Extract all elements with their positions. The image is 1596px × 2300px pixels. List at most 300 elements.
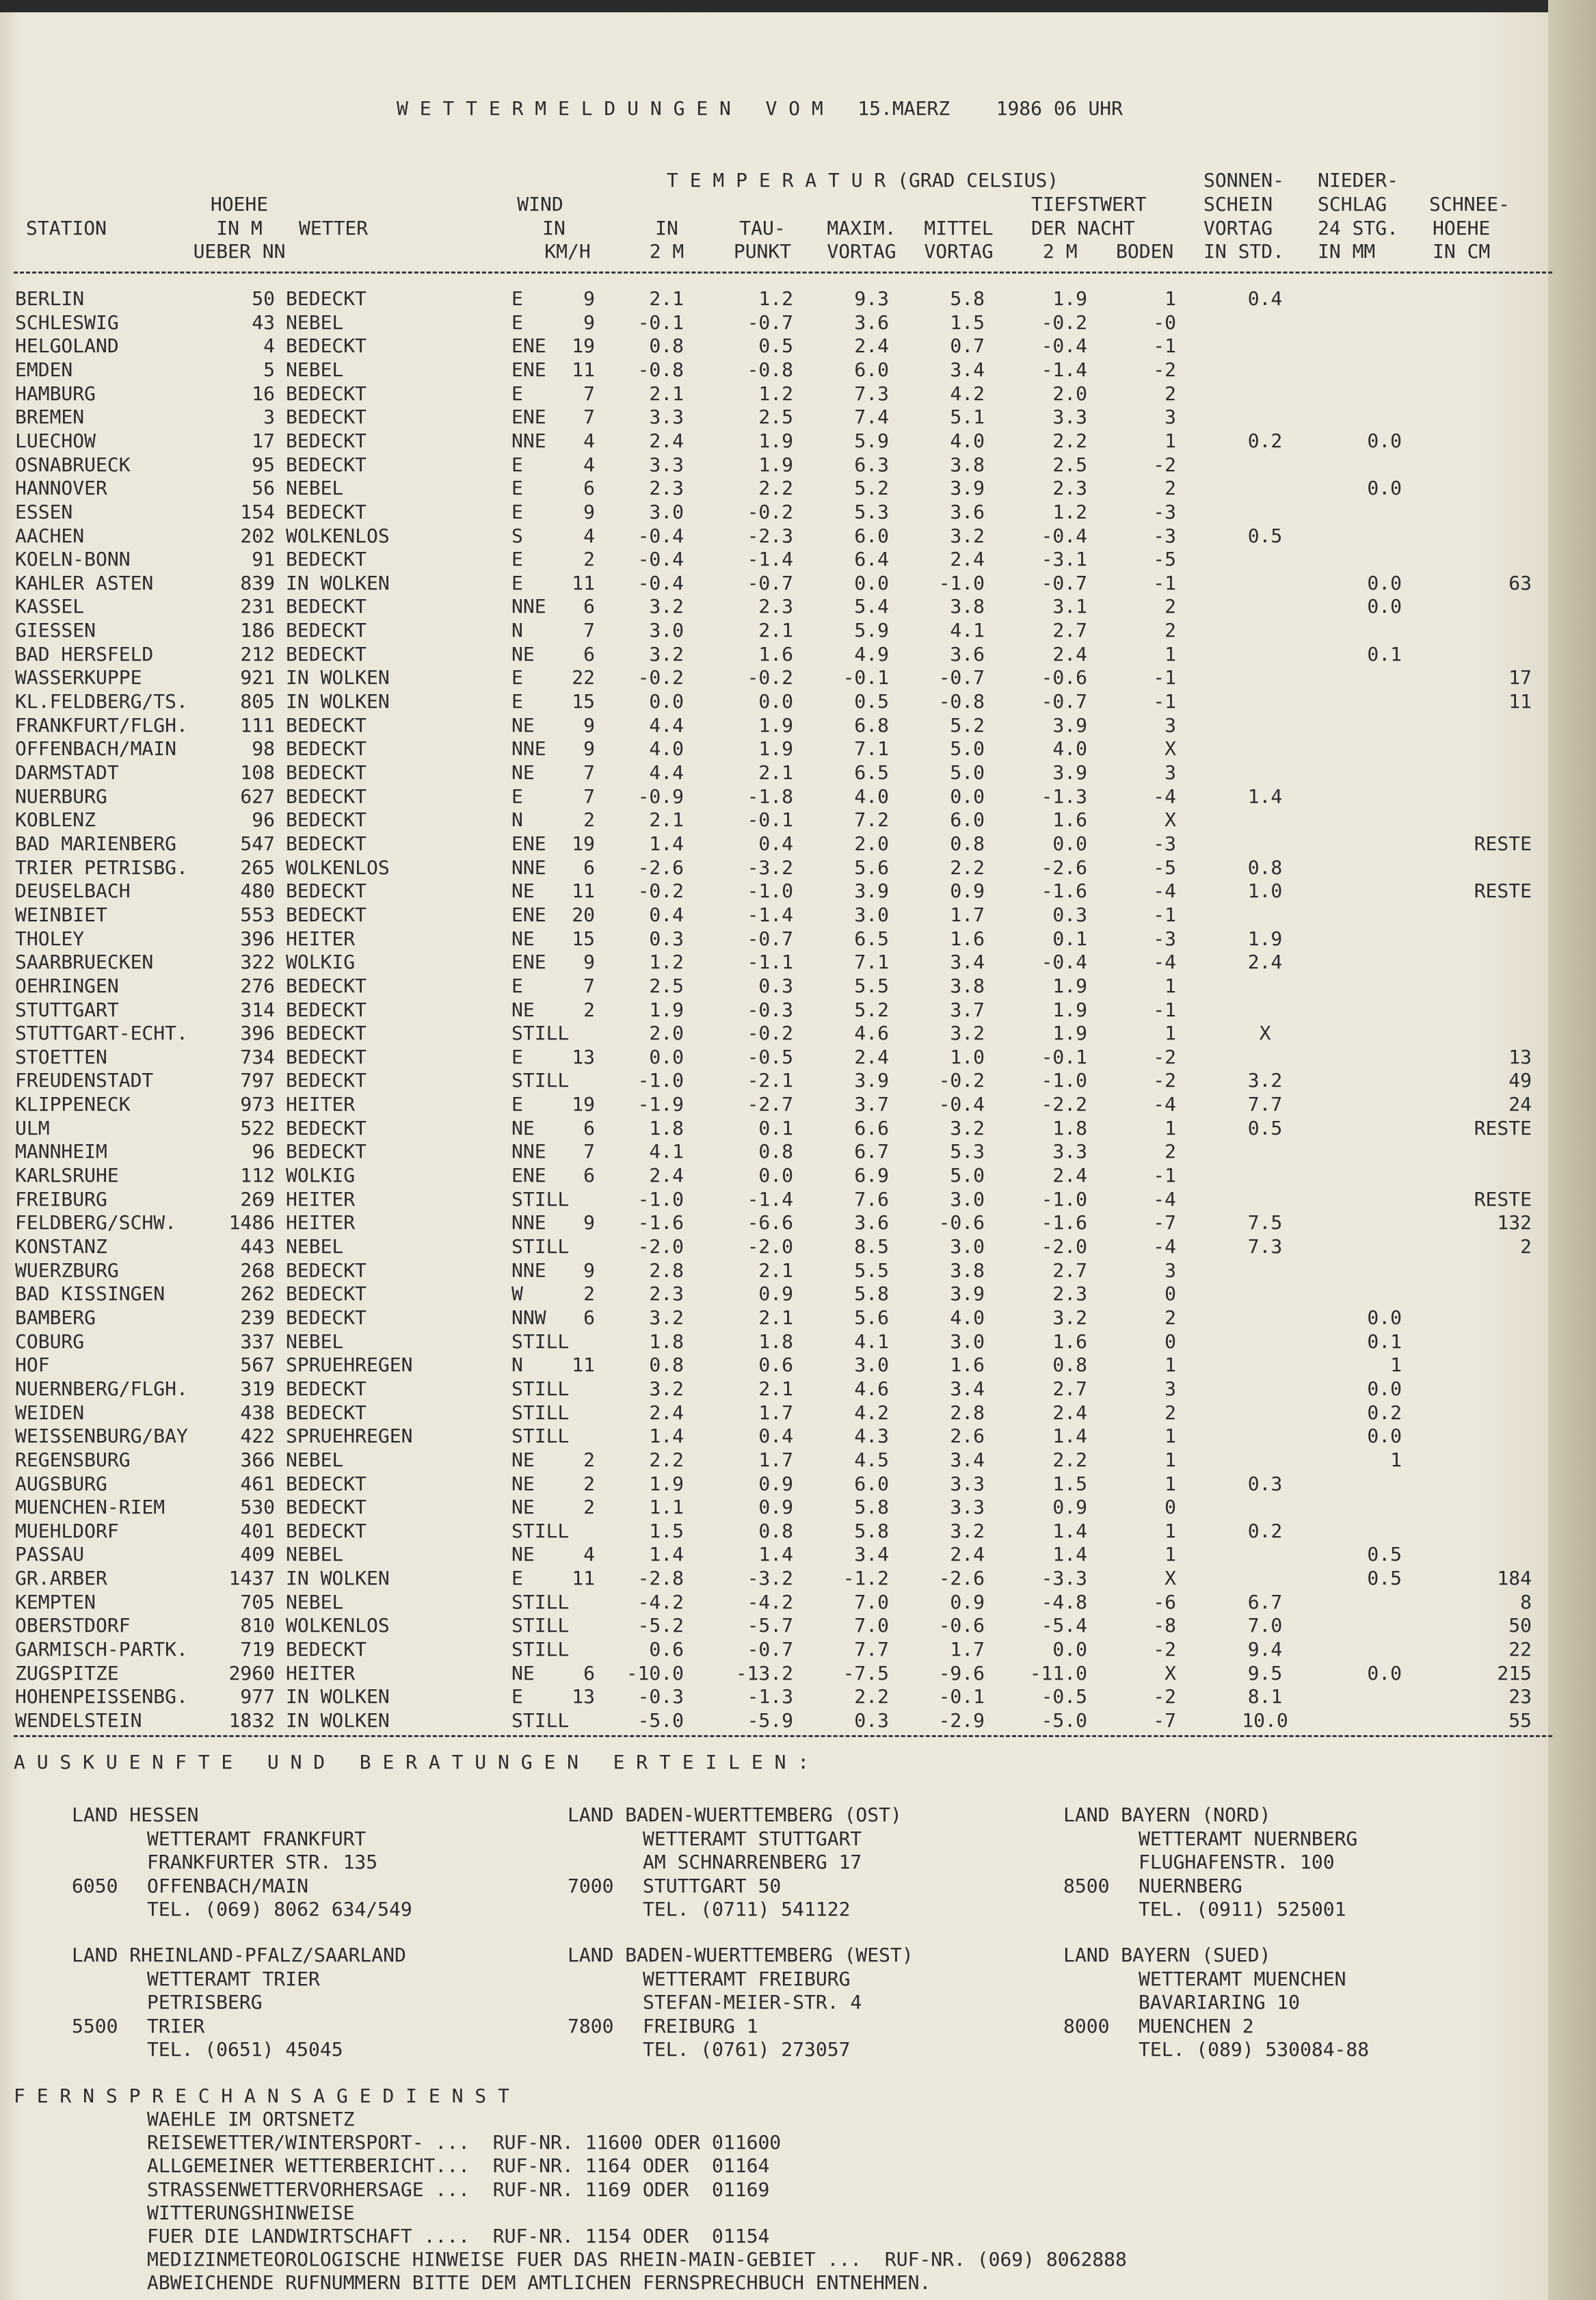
cell-tiefst-2m: -0.1 bbox=[1041, 1045, 1087, 1068]
cell-wetter: BEDECKT bbox=[286, 1638, 367, 1661]
cell-mittel: 5.0 bbox=[950, 761, 985, 784]
cell-temp-2m: -2.8 bbox=[637, 1567, 684, 1590]
cell-mittel: 3.8 bbox=[950, 1258, 985, 1282]
cell-mittel: 6.0 bbox=[950, 808, 985, 832]
cell-tiefst-boden: 0 bbox=[1165, 1330, 1176, 1353]
cell-maxim: 2.4 bbox=[854, 334, 889, 358]
cell-station: FELDBERG/SCHW. bbox=[15, 1211, 177, 1234]
table-row bbox=[0, 548, 1596, 572]
cell-mittel: 3.9 bbox=[950, 1282, 985, 1306]
cell-tiefst-2m: -1.6 bbox=[1041, 880, 1087, 903]
cell-wind-dir: E bbox=[511, 571, 523, 594]
cell-wind-speed: 6 bbox=[583, 1116, 595, 1139]
cell-hoehe: 409 bbox=[240, 1543, 275, 1566]
cell-temp-2m: 2.5 bbox=[649, 974, 684, 997]
cell-station: ZUGSPITZE bbox=[15, 1661, 119, 1684]
cell-wetter: BEDECKT bbox=[286, 1258, 367, 1282]
cell-maxim: 3.4 bbox=[854, 1543, 889, 1566]
cell-taupunkt: -3.2 bbox=[747, 856, 793, 879]
header-tiefstwert-4: BODEN bbox=[1116, 240, 1174, 263]
address-phone: TEL. (0761) 273057 bbox=[643, 2038, 851, 2061]
fernsprech-line: WAEHLE IM ORTSNETZ bbox=[147, 2108, 355, 2130]
cell-wind-dir: ENE bbox=[511, 1164, 546, 1187]
cell-station: KASSEL bbox=[15, 595, 85, 618]
cell-maxim: 5.6 bbox=[854, 856, 889, 879]
cell-taupunkt: -0.2 bbox=[747, 1022, 793, 1045]
cell-wind-speed: 7 bbox=[583, 406, 595, 429]
cell-wind-speed: 6 bbox=[583, 1661, 595, 1684]
cell-schneehoehe: 50 bbox=[1508, 1614, 1532, 1637]
cell-tiefst-2m: 1.4 bbox=[1052, 1425, 1087, 1448]
cell-mittel: 3.0 bbox=[950, 1235, 985, 1258]
cell-wind-dir: N bbox=[511, 1353, 523, 1377]
cell-taupunkt: 0.4 bbox=[758, 1425, 793, 1448]
cell-tiefst-2m: 0.0 bbox=[1052, 1638, 1087, 1661]
cell-taupunkt: 1.9 bbox=[758, 453, 793, 476]
cell-tiefst-boden: -1 bbox=[1153, 903, 1176, 926]
cell-sonnenschein: 9.4 bbox=[1247, 1638, 1283, 1661]
fernsprech-line: WITTERUNGSHINWEISE bbox=[147, 2201, 355, 2224]
table-row bbox=[0, 1567, 1596, 1591]
cell-wind-speed: 15 bbox=[572, 927, 595, 950]
cell-tiefst-boden: -3 bbox=[1153, 832, 1176, 855]
cell-temp-2m: -10.0 bbox=[626, 1661, 684, 1684]
cell-station: STUTTGART-ECHT. bbox=[15, 1022, 188, 1045]
cell-wind-dir: E bbox=[511, 548, 523, 571]
address-street: AM SCHNARRENBERG 17 bbox=[643, 1851, 862, 1873]
cell-mittel: -1.0 bbox=[938, 571, 985, 594]
cell-hoehe: 396 bbox=[240, 927, 275, 950]
cell-wind-speed: 4 bbox=[583, 453, 595, 476]
cell-maxim: 3.6 bbox=[854, 1211, 889, 1234]
address-street: FRANKFURTER STR. 135 bbox=[147, 1851, 378, 1873]
cell-taupunkt: -5.7 bbox=[747, 1614, 793, 1637]
cell-station: MANNHEIM bbox=[15, 1140, 107, 1163]
address-land: LAND BADEN-WUERTTEMBERG (OST) bbox=[568, 1803, 902, 1826]
cell-tiefst-2m: 2.7 bbox=[1052, 1377, 1087, 1400]
cell-maxim: 5.4 bbox=[854, 595, 889, 618]
cell-mittel: 3.3 bbox=[950, 1472, 985, 1495]
cell-maxim: 7.2 bbox=[854, 808, 889, 832]
cell-hoehe: 56 bbox=[252, 477, 275, 500]
cell-tiefst-boden: 2 bbox=[1165, 619, 1176, 642]
table-row bbox=[0, 666, 1596, 690]
table-row bbox=[0, 1543, 1596, 1567]
cell-hoehe: 553 bbox=[240, 903, 275, 926]
cell-taupunkt: -1.4 bbox=[747, 548, 793, 571]
cell-wetter: IN WOLKEN bbox=[286, 1709, 390, 1732]
cell-taupunkt: -0.7 bbox=[747, 1638, 793, 1661]
cell-mittel: 3.8 bbox=[950, 453, 985, 476]
cell-hoehe: 212 bbox=[240, 642, 275, 665]
cell-tiefst-boden: X bbox=[1165, 1567, 1176, 1590]
cell-tiefst-boden: -2 bbox=[1153, 453, 1176, 476]
cell-station: GIESSEN bbox=[15, 619, 96, 642]
cell-tiefst-2m: -1.0 bbox=[1041, 1187, 1087, 1211]
cell-temp-2m: 4.4 bbox=[649, 713, 684, 737]
cell-mittel: 0.9 bbox=[950, 880, 985, 903]
cell-wind-speed: 13 bbox=[572, 1685, 595, 1708]
cell-tiefst-2m: 0.0 bbox=[1052, 832, 1087, 855]
cell-station: WENDELSTEIN bbox=[15, 1709, 142, 1732]
cell-maxim: 0.0 bbox=[854, 571, 889, 594]
cell-tiefst-boden: 2 bbox=[1165, 1401, 1176, 1424]
cell-tiefst-boden: 1 bbox=[1165, 1425, 1176, 1448]
cell-tiefst-2m: 1.2 bbox=[1052, 500, 1087, 523]
cell-wetter: IN WOLKEN bbox=[286, 690, 390, 713]
cell-hoehe: 805 bbox=[240, 690, 275, 713]
cell-wind-speed: 4 bbox=[583, 1543, 595, 1566]
cell-temp-2m: 1.8 bbox=[649, 1330, 684, 1353]
cell-station: BAD HERSFELD bbox=[15, 642, 154, 665]
table-row bbox=[0, 477, 1596, 501]
cell-taupunkt: 0.5 bbox=[758, 334, 793, 358]
header-wind-2: IN bbox=[542, 217, 566, 239]
cell-temp-2m: 3.2 bbox=[649, 642, 684, 665]
cell-temp-2m: -2.6 bbox=[637, 856, 684, 879]
cell-tiefst-boden: 1 bbox=[1165, 1472, 1176, 1495]
cell-taupunkt: -2.0 bbox=[747, 1235, 793, 1258]
table-row bbox=[0, 1614, 1596, 1638]
header-hoehe-2: IN M bbox=[216, 217, 263, 239]
cell-station: HANNOVER bbox=[15, 477, 107, 500]
cell-tiefst-boden: X bbox=[1165, 1661, 1176, 1684]
cell-taupunkt: 0.9 bbox=[758, 1472, 793, 1495]
cell-taupunkt: 0.8 bbox=[758, 1519, 793, 1542]
cell-wind-dir: E bbox=[511, 310, 523, 334]
cell-station: HELGOLAND bbox=[15, 334, 119, 358]
cell-temp-2m: 2.8 bbox=[649, 1258, 684, 1282]
address-postcode: 8000 bbox=[1063, 2014, 1110, 2037]
cell-wind-dir: NE bbox=[511, 1543, 535, 1566]
cell-taupunkt: 1.8 bbox=[758, 1330, 793, 1353]
cell-taupunkt: -0.2 bbox=[747, 500, 793, 523]
cell-wind-dir: E bbox=[511, 1685, 523, 1708]
cell-tiefst-2m: -3.3 bbox=[1041, 1567, 1087, 1590]
cell-temp-2m: -4.2 bbox=[637, 1590, 684, 1613]
cell-sonnenschein: 0.4 bbox=[1247, 287, 1283, 310]
cell-mittel: 1.7 bbox=[950, 903, 985, 926]
cell-niederschlag: 0.0 bbox=[1367, 1661, 1402, 1684]
cell-taupunkt: -0.7 bbox=[747, 310, 793, 334]
cell-mittel: 0.0 bbox=[950, 784, 985, 808]
table-row bbox=[0, 1046, 1596, 1070]
header-sonnen-3: VORTAG bbox=[1203, 217, 1273, 239]
cell-hoehe: 186 bbox=[240, 619, 275, 642]
cell-schneehoehe: 23 bbox=[1508, 1685, 1532, 1708]
cell-taupunkt: 1.7 bbox=[758, 1448, 793, 1471]
cell-tiefst-2m: 1.9 bbox=[1052, 998, 1087, 1021]
cell-tiefst-2m: -1.6 bbox=[1041, 1211, 1087, 1234]
header-nieder-3: 24 STG. bbox=[1318, 217, 1399, 239]
cell-sonnenschein: 0.2 bbox=[1247, 429, 1283, 452]
cell-mittel: -9.6 bbox=[938, 1661, 985, 1684]
cell-tiefst-2m: 3.2 bbox=[1052, 1306, 1087, 1329]
table-row bbox=[0, 1282, 1596, 1306]
cell-wind-dir: E bbox=[511, 287, 523, 310]
cell-station: BAD KISSINGEN bbox=[15, 1282, 165, 1306]
cell-tiefst-2m: -1.4 bbox=[1041, 358, 1087, 381]
address-city: STUTTGART 50 bbox=[643, 1874, 782, 1897]
cell-tiefst-boden: 2 bbox=[1165, 595, 1176, 618]
cell-wind-dir: STILL bbox=[511, 1590, 570, 1613]
cell-tiefst-2m: 3.9 bbox=[1052, 713, 1087, 737]
cell-tiefst-2m: 2.3 bbox=[1052, 477, 1087, 500]
cell-sonnenschein: 0.3 bbox=[1247, 1472, 1283, 1495]
cell-niederschlag: 1 bbox=[1390, 1353, 1402, 1377]
cell-tiefst-2m: 0.8 bbox=[1052, 1353, 1087, 1377]
cell-wind-speed: 9 bbox=[583, 737, 595, 761]
cell-temp-2m: 0.8 bbox=[649, 334, 684, 358]
cell-tiefst-2m: 1.5 bbox=[1052, 1472, 1087, 1495]
cell-wind-dir: STILL bbox=[511, 1377, 570, 1400]
cell-station: NUERBURG bbox=[15, 784, 107, 808]
cell-maxim: 4.0 bbox=[854, 784, 889, 808]
address-postcode: 5500 bbox=[72, 2014, 118, 2037]
cell-station: SAARBRUECKEN bbox=[15, 951, 154, 974]
address-phone: TEL. (0711) 541122 bbox=[643, 1898, 851, 1920]
cell-wetter: BEDECKT bbox=[286, 334, 367, 358]
cell-niederschlag: 0.5 bbox=[1367, 1543, 1402, 1566]
table-row bbox=[0, 714, 1596, 738]
cell-taupunkt: 2.2 bbox=[758, 477, 793, 500]
cell-maxim: 0.5 bbox=[854, 690, 889, 713]
cell-wind-speed: 2 bbox=[583, 1282, 595, 1306]
cell-tiefst-boden: -5 bbox=[1153, 548, 1176, 571]
cell-wetter: WOLKIG bbox=[286, 951, 356, 974]
cell-tiefst-boden: 0 bbox=[1165, 1496, 1176, 1519]
cell-wind-speed: 7 bbox=[583, 619, 595, 642]
cell-hoehe: 98 bbox=[252, 737, 275, 761]
cell-mittel: 4.0 bbox=[950, 1306, 985, 1329]
address-land: LAND BAYERN (SUED) bbox=[1063, 1944, 1271, 1966]
cell-sonnenschein: 7.7 bbox=[1247, 1093, 1283, 1116]
cell-wetter: IN WOLKEN bbox=[286, 1685, 390, 1708]
cell-maxim: 4.6 bbox=[854, 1377, 889, 1400]
table-row bbox=[0, 1709, 1596, 1733]
cell-schneehoehe: RESTE bbox=[1474, 1116, 1532, 1139]
cell-sonnenschein: 7.5 bbox=[1247, 1211, 1283, 1234]
cell-taupunkt: 0.9 bbox=[758, 1496, 793, 1519]
cell-niederschlag: 0.1 bbox=[1367, 1330, 1402, 1353]
cell-tiefst-2m: 0.1 bbox=[1052, 927, 1087, 950]
cell-mittel: 1.0 bbox=[950, 1045, 985, 1068]
cell-temp-2m: -0.9 bbox=[637, 784, 684, 808]
cell-hoehe: 366 bbox=[240, 1448, 275, 1471]
cell-tiefst-boden: -7 bbox=[1153, 1211, 1176, 1234]
cell-taupunkt: 1.2 bbox=[758, 382, 793, 405]
header-wetter: WETTER bbox=[299, 217, 369, 239]
cell-station: MUEHLDORF bbox=[15, 1519, 119, 1542]
cell-mittel: 2.8 bbox=[950, 1401, 985, 1424]
cell-tiefst-boden: -2 bbox=[1153, 1069, 1176, 1092]
cell-tiefst-2m: -0.4 bbox=[1041, 951, 1087, 974]
cell-station: THOLEY bbox=[15, 927, 85, 950]
cell-taupunkt: 0.0 bbox=[758, 690, 793, 713]
table-row bbox=[0, 1140, 1596, 1164]
header-mittel-2: VORTAG bbox=[924, 240, 994, 263]
cell-maxim: 3.0 bbox=[854, 903, 889, 926]
cell-sonnenschein: 1.0 bbox=[1247, 880, 1283, 903]
cell-hoehe: 705 bbox=[240, 1590, 275, 1613]
table-row bbox=[0, 903, 1596, 927]
cell-temp-2m: 2.4 bbox=[649, 1164, 684, 1187]
cell-schneehoehe: 24 bbox=[1508, 1093, 1532, 1116]
cell-wind-dir: ENE bbox=[511, 358, 546, 381]
cell-niederschlag: 0.5 bbox=[1367, 1567, 1402, 1590]
cell-schneehoehe: RESTE bbox=[1474, 1187, 1532, 1211]
cell-mittel: 5.8 bbox=[950, 287, 985, 310]
cell-niederschlag: 0.0 bbox=[1367, 477, 1402, 500]
table-row bbox=[0, 832, 1596, 856]
cell-hoehe: 530 bbox=[240, 1496, 275, 1519]
cell-maxim: 3.9 bbox=[854, 1069, 889, 1092]
cell-wetter: BEDECKT bbox=[286, 1306, 367, 1329]
cell-taupunkt: 2.1 bbox=[758, 619, 793, 642]
cell-wind-dir: NE bbox=[511, 642, 535, 665]
cell-wind-dir: E bbox=[511, 1567, 523, 1590]
cell-hoehe: 322 bbox=[240, 951, 275, 974]
fernsprech-line: REISEWETTER/WINTERSPORT- ... RUF-NR. 11600 ODER 011600 bbox=[147, 2131, 782, 2154]
cell-station: AACHEN bbox=[15, 524, 85, 547]
cell-hoehe: 50 bbox=[252, 287, 275, 310]
cell-wind-speed: 7 bbox=[583, 784, 595, 808]
cell-tiefst-boden: -1 bbox=[1153, 998, 1176, 1021]
cell-schneehoehe: 184 bbox=[1497, 1567, 1532, 1590]
cell-tiefst-boden: -4 bbox=[1153, 1235, 1176, 1258]
cell-wind-speed: 11 bbox=[572, 880, 595, 903]
header-maxim-2: VORTAG bbox=[827, 240, 896, 263]
fernsprech-line: FUER DIE LANDWIRTSCHAFT .... RUF-NR. 1154 ODER 01154 bbox=[147, 2225, 770, 2247]
cell-wind-dir: E bbox=[511, 1045, 523, 1068]
cell-schneehoehe: RESTE bbox=[1474, 832, 1532, 855]
cell-taupunkt: 1.7 bbox=[758, 1401, 793, 1424]
cell-wetter: NEBEL bbox=[286, 1448, 344, 1471]
header-station: STATION bbox=[26, 217, 107, 239]
cell-wind-dir: STILL bbox=[511, 1519, 570, 1542]
cell-niederschlag: 0.0 bbox=[1367, 1425, 1402, 1448]
cell-wetter: BEDECKT bbox=[286, 1022, 367, 1045]
cell-maxim: 3.6 bbox=[854, 310, 889, 334]
cell-taupunkt: 0.8 bbox=[758, 1140, 793, 1163]
cell-tiefst-2m: 1.4 bbox=[1052, 1543, 1087, 1566]
cell-tiefst-boden: -1 bbox=[1153, 666, 1176, 689]
cell-hoehe: 2960 bbox=[228, 1661, 275, 1684]
table-row bbox=[0, 737, 1596, 761]
cell-wind-dir: ENE bbox=[511, 832, 546, 855]
cell-wetter: IN WOLKEN bbox=[286, 666, 390, 689]
cell-maxim: 7.6 bbox=[854, 1187, 889, 1211]
cell-temp-2m: -1.0 bbox=[637, 1069, 684, 1092]
cell-wetter: HEITER bbox=[286, 1093, 356, 1116]
cell-wetter: BEDECKT bbox=[286, 832, 367, 855]
cell-wind-speed: 4 bbox=[583, 524, 595, 547]
cell-hoehe: 91 bbox=[252, 548, 275, 571]
cell-temp-2m: 4.0 bbox=[649, 737, 684, 761]
cell-wind-dir: E bbox=[511, 690, 523, 713]
cell-niederschlag: 0.2 bbox=[1367, 1401, 1402, 1424]
address-street: PETRISBERG bbox=[147, 1991, 263, 2013]
cell-wind-speed: 11 bbox=[572, 571, 595, 594]
cell-tiefst-boden: -7 bbox=[1153, 1709, 1176, 1732]
cell-tiefst-boden: -1 bbox=[1153, 1164, 1176, 1187]
header-hoehe-3: UEBER NN bbox=[193, 240, 286, 263]
cell-temp-2m: 1.2 bbox=[649, 951, 684, 974]
cell-mittel: 1.6 bbox=[950, 927, 985, 950]
cell-wind-speed: 7 bbox=[583, 382, 595, 405]
cell-wetter: BEDECKT bbox=[286, 974, 367, 997]
address-land: LAND BADEN-WUERTTEMBERG (WEST) bbox=[568, 1944, 914, 1966]
cell-tiefst-boden: -1 bbox=[1153, 334, 1176, 358]
cell-wind-dir: NE bbox=[511, 927, 535, 950]
table-row bbox=[0, 1259, 1596, 1283]
cell-maxim: 7.1 bbox=[854, 951, 889, 974]
cell-mittel: 3.6 bbox=[950, 500, 985, 523]
cell-taupunkt: -0.2 bbox=[747, 666, 793, 689]
cell-mittel: -2.6 bbox=[938, 1567, 985, 1590]
cell-wetter: BEDECKT bbox=[286, 500, 367, 523]
cell-maxim: 2.0 bbox=[854, 832, 889, 855]
table-row bbox=[0, 572, 1596, 596]
cell-niederschlag: 0.0 bbox=[1367, 595, 1402, 618]
cell-hoehe: 43 bbox=[252, 310, 275, 334]
cell-wind-speed: 2 bbox=[583, 1496, 595, 1519]
cell-taupunkt: 0.9 bbox=[758, 1282, 793, 1306]
cell-temp-2m: 2.4 bbox=[649, 429, 684, 452]
cell-hoehe: 111 bbox=[240, 713, 275, 737]
cell-hoehe: 337 bbox=[240, 1330, 275, 1353]
table-row bbox=[0, 1496, 1596, 1520]
cell-tiefst-boden: -0 bbox=[1153, 310, 1176, 334]
cell-wind-speed: 2 bbox=[583, 998, 595, 1021]
cell-temp-2m: 3.3 bbox=[649, 453, 684, 476]
cell-wind-speed: 7 bbox=[583, 761, 595, 784]
cell-wind-dir: STILL bbox=[511, 1709, 570, 1732]
cell-station: KOBLENZ bbox=[15, 808, 96, 832]
cell-temp-2m: 1.9 bbox=[649, 1472, 684, 1495]
table-row bbox=[0, 1069, 1596, 1093]
cell-station: COBURG bbox=[15, 1330, 85, 1353]
cell-temp-2m: 4.4 bbox=[649, 761, 684, 784]
cell-wind-speed: 6 bbox=[583, 856, 595, 879]
cell-tiefst-boden: 1 bbox=[1165, 429, 1176, 452]
cell-tiefst-2m: 4.0 bbox=[1052, 737, 1087, 761]
cell-wind-dir: S bbox=[511, 524, 523, 547]
cell-wind-dir: N bbox=[511, 619, 523, 642]
cell-wind-dir: NNE bbox=[511, 737, 546, 761]
cell-wind-dir: E bbox=[511, 382, 523, 405]
cell-temp-2m: -0.1 bbox=[637, 310, 684, 334]
cell-taupunkt: -4.2 bbox=[747, 1590, 793, 1613]
cell-maxim: 3.7 bbox=[854, 1093, 889, 1116]
cell-tiefst-2m: 1.4 bbox=[1052, 1519, 1087, 1542]
cell-tiefst-boden: -1 bbox=[1153, 571, 1176, 594]
address-street: BAVARIARING 10 bbox=[1139, 1991, 1301, 2013]
cell-temp-2m: 1.4 bbox=[649, 832, 684, 855]
cell-maxim: 7.4 bbox=[854, 406, 889, 429]
cell-wind-dir: ENE bbox=[511, 951, 546, 974]
cell-station: FREUDENSTADT bbox=[15, 1069, 154, 1092]
cell-mittel: 1.5 bbox=[950, 310, 985, 334]
address-phone: TEL. (0911) 525001 bbox=[1139, 1898, 1346, 1920]
cell-maxim: 7.3 bbox=[854, 382, 889, 405]
cell-wind-speed: 2 bbox=[583, 548, 595, 571]
cell-mittel: 1.6 bbox=[950, 1353, 985, 1377]
cell-temp-2m: 2.4 bbox=[649, 1401, 684, 1424]
cell-hoehe: 96 bbox=[252, 1140, 275, 1163]
cell-tiefst-2m: 1.9 bbox=[1052, 287, 1087, 310]
cell-temp-2m: 0.6 bbox=[649, 1638, 684, 1661]
